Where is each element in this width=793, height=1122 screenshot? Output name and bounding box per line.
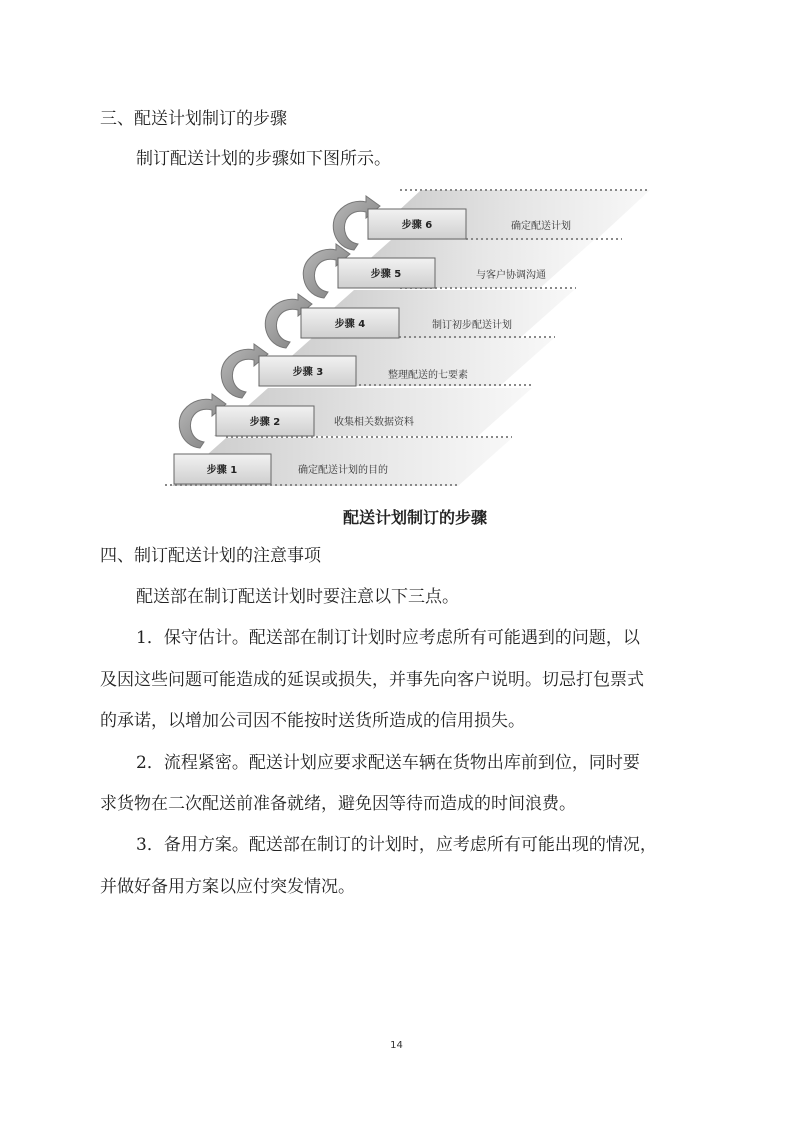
step-6-label: 步骤 6 [401,220,433,231]
item-2-line-1: 2．流程紧密。配送计划应要求配送车辆在货物出库前到位，同时要 [136,753,640,773]
item-3-line-2: 并做好备用方案以应付突发情况。 [100,877,355,897]
section-3-intro: 制订配送计划的步骤如下图所示。 [136,149,391,169]
steps-diagram [0,0,793,500]
item-3-line-1: 3．备用方案。配送部在制订的计划时，应考虑所有可能出现的情况， [136,835,657,855]
item-1-line-3: 的承诺，以增加公司因不能按时送货所造成的信用损失。 [100,711,525,731]
step-2-text: 收集相关数据资料 [334,417,414,428]
page-number: 14 [390,1040,403,1051]
step-4-label: 步骤 4 [334,319,366,330]
step-1-text: 确定配送计划的目的 [298,465,388,476]
step-4-text: 制订初步配送计划 [432,320,512,331]
section-3-heading: 三、配送计划制订的步骤 [100,109,287,129]
step-5-text: 与客户协调沟通 [476,270,546,281]
item-2-line-2: 求货物在二次配送前准备就绪，避免因等待而造成的时间浪费。 [100,794,576,814]
step-3-label: 步骤 3 [292,367,324,378]
step-5-label: 步骤 5 [370,269,402,280]
step-2-label: 步骤 2 [249,417,281,428]
step-3-text: 整理配送的七要素 [388,370,468,381]
item-1-line-1: 1．保守估计。配送部在制订计划时应考虑所有可能遇到的问题，以 [136,628,640,648]
figure-caption: 配送计划制订的步骤 [342,508,487,527]
step-6-text: 确定配送计划 [511,221,571,232]
section-4-heading: 四、制订配送计划的注意事项 [100,546,321,566]
item-1-line-2: 及因这些问题可能造成的延误或损失，并事先向客户说明。切忌打包票式 [100,670,644,690]
step-1-label: 步骤 1 [206,465,238,476]
section-4-intro: 配送部在制订配送计划时要注意以下三点。 [136,587,459,607]
